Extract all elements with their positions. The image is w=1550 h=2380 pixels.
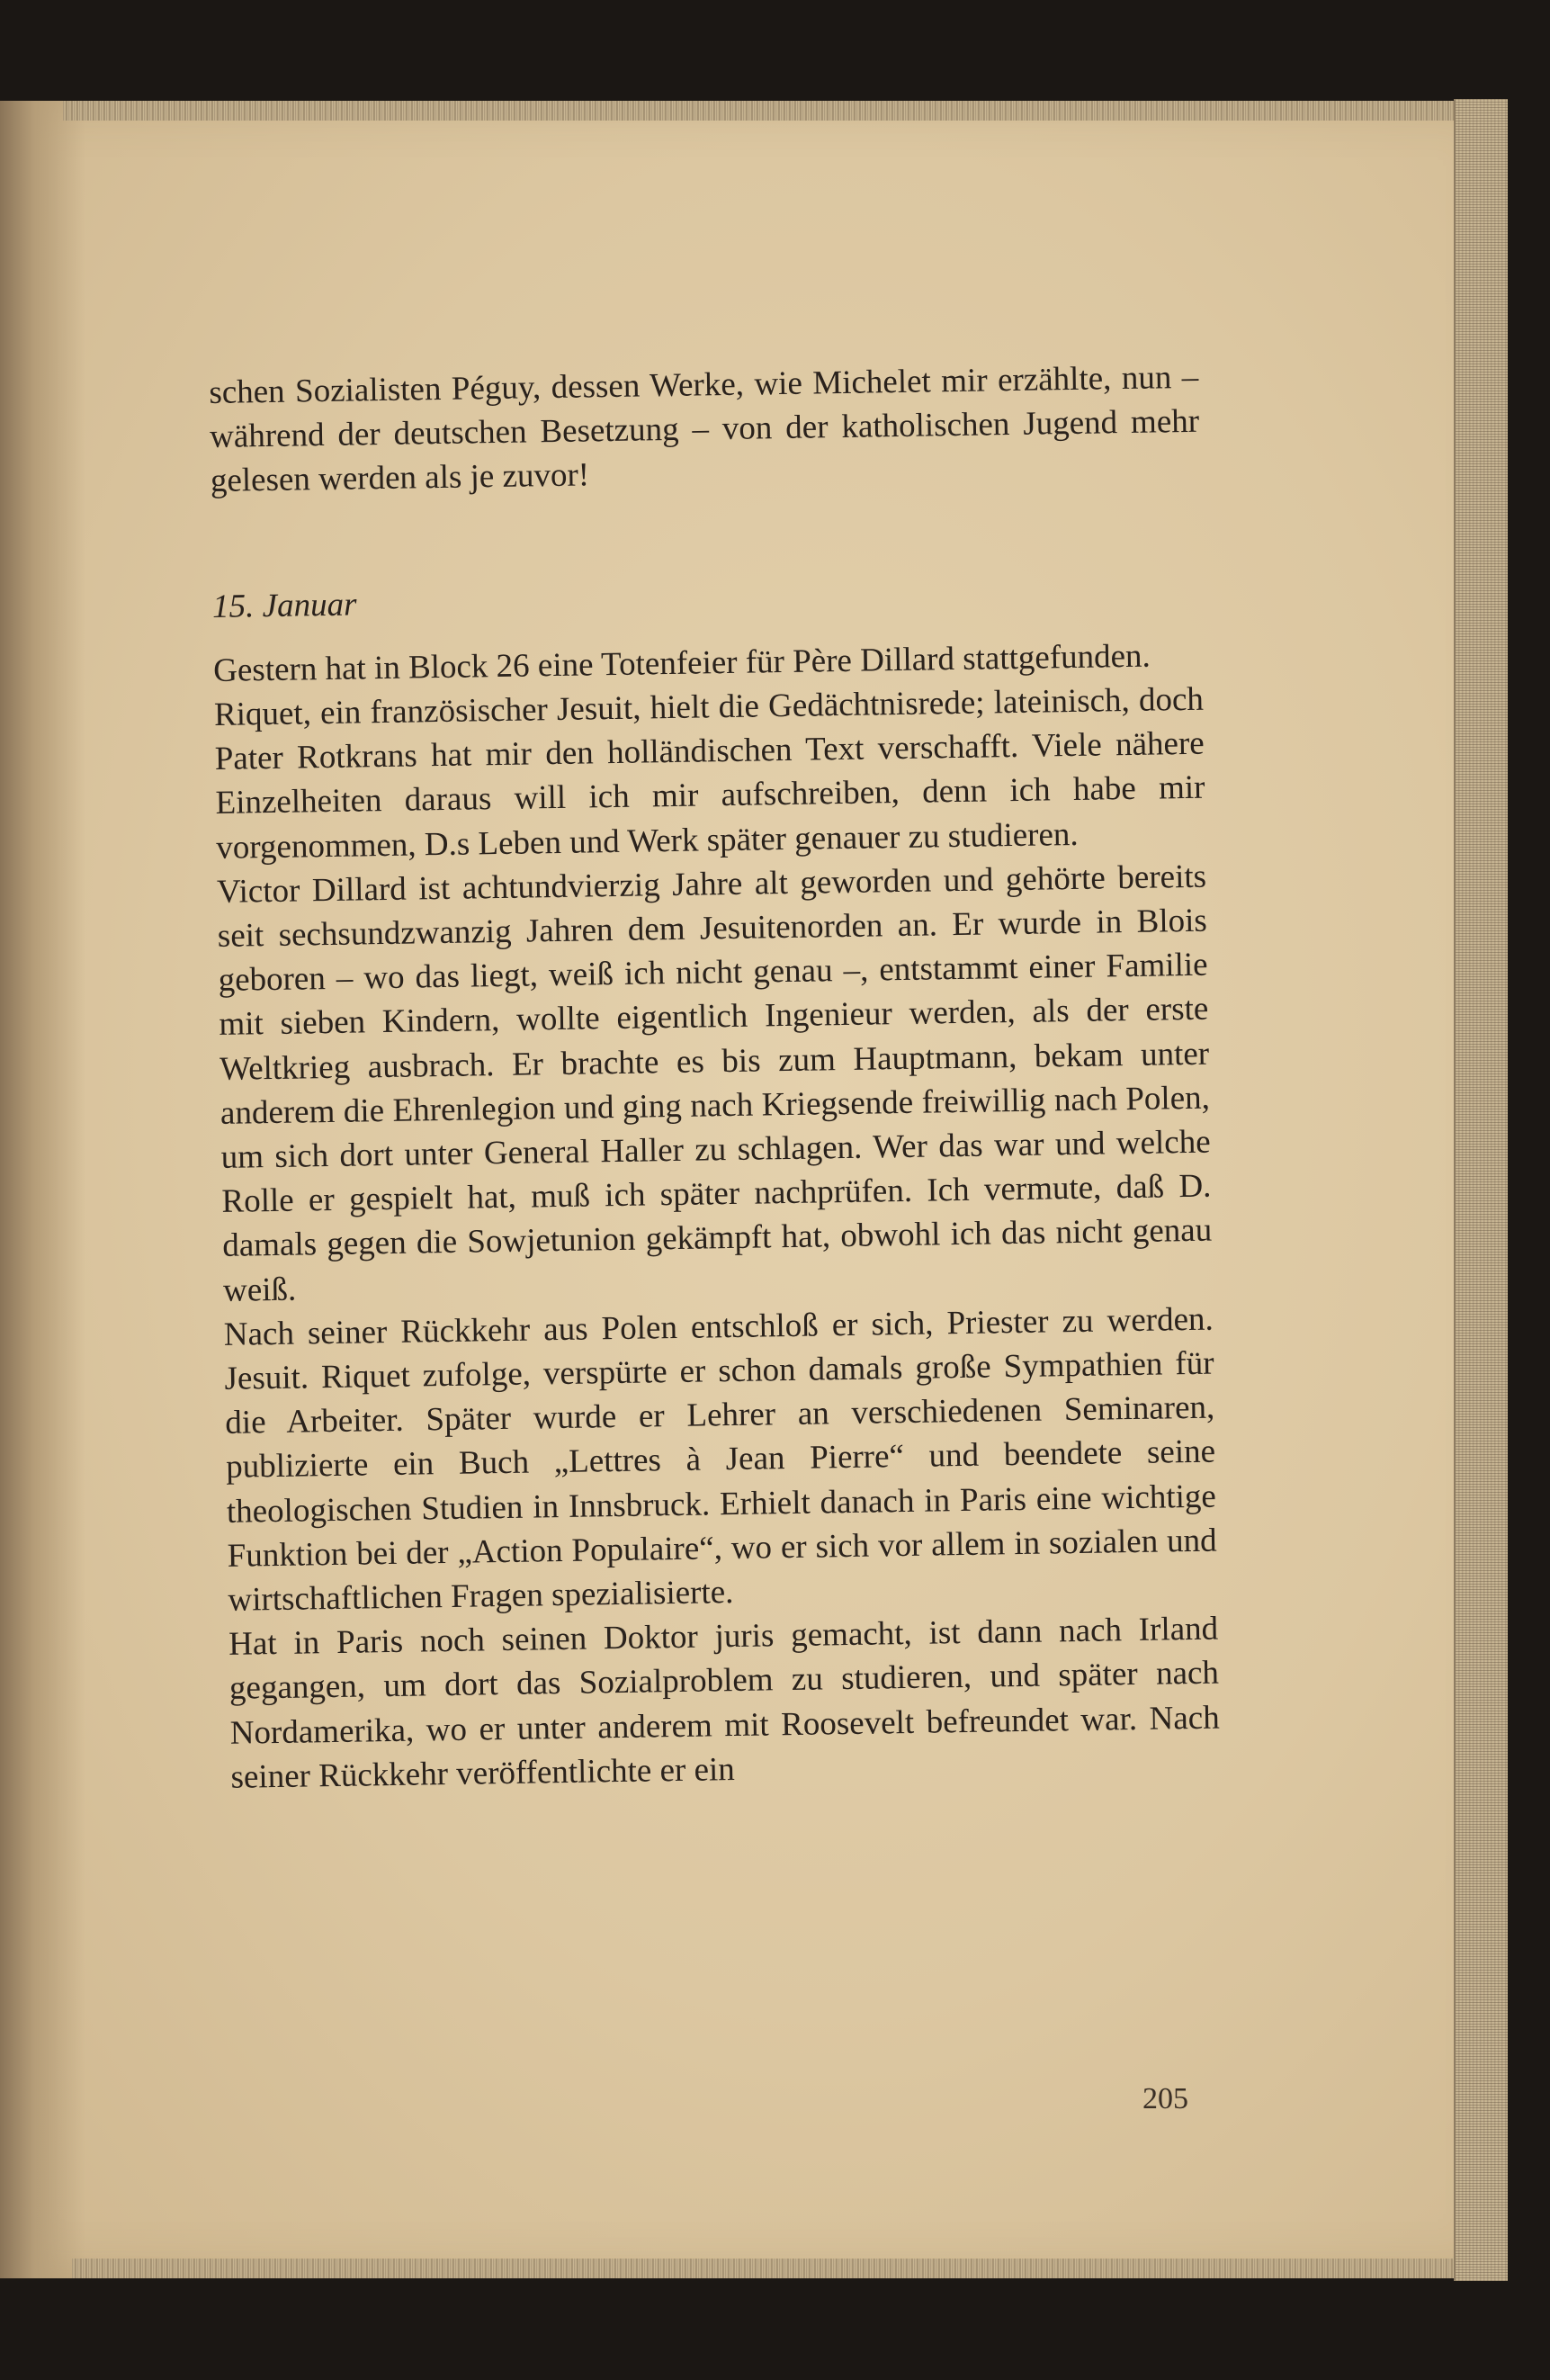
body-paragraph-2: Riquet, ein französischer Jesuit, hielt die Gedächtnisrede; lateinisch, doch Pater Rotkrans hat mir den holländischen Text verschafft. Viele nähere Einzelheiten daraus will ich mir aufschreiben, denn ich habe mir vorgenommen, D.s Leben und Werk später genauer zu studieren. xyxy=(213,680,1205,867)
body-paragraph-1: Gestern hat in Block 26 eine Totenfeier für Père Dillard stattgefunden. xyxy=(212,637,1151,689)
page-text-block xyxy=(209,355,1221,1800)
body-paragraph-4: Nach seiner Rückkehr aus Polen entschloß er sich, Priester zu werden. Jesuit. Riquet zufolge, verspürte er schon damals große Sympathien für die Arbeiter. Später wurde er Lehrer an verschiedenen Seminaren, publizierte ein Buch „Lettres à Jean Pierre“ und beendete seine theologischen Studien in Innsbruck. Erhielt danach in Paris eine wichtige Funktion bei der „Action Populaire“, wo er sich vor allem in sozialen und wirtschaftlichen Fragen spezialisierte. xyxy=(223,1300,1217,1619)
body-paragraph-5: Hat in Paris noch seinen Doktor juris gemacht, ist dann nach Irland gegangen, um dort das Sozialproblem zu studieren, und später nach Nordamerika, wo er unter anderem mit Roosevelt befreundet war. Nach seiner Rückkehr veröffentlichte er ein xyxy=(228,1610,1220,1796)
diary-date-heading: 15. Januar xyxy=(211,586,357,625)
page-bottom-edge xyxy=(72,2259,1502,2278)
page-number: 205 xyxy=(1142,2082,1188,2115)
book-page xyxy=(0,101,1502,2278)
body-paragraph-3: Victor Dillard ist achtundvierzig Jahre alt geworden und gehörte bereits seit sechsundzwanzig Jahren dem Jesuitenorden an. Er wurde in Blois geboren – wo das liegt, weiß ich nicht genau –, entstammt einer Familie mit sieben Kindern, wollte eigentlich Ingenieur werden, als der erste Weltkrieg ausbrach. Er brachte es bis zum Hauptmann, bekam unter anderem die Ehrenlegion und ging nach Kriegsende freiwillig nach Polen, um sich dort unter General Haller zu schlagen. Wer das war und welche Rolle er gespielt hat, muß ich später nachprüfen. Ich vermute, daß D. damals gegen die Sowjetunion gekämpft hat, obwohl ich das nicht genau weiß. xyxy=(216,858,1213,1309)
page-top-edge xyxy=(63,101,1502,121)
binding-shadow xyxy=(0,101,85,2278)
book-cover-edge xyxy=(1454,99,1508,2281)
intro-paragraph: schen Sozialisten Péguy, dessen Werke, wie Michelet mir erzählte, nun – während der deutschen Besetzung – von der katholischen Jugend mehr gelesen werden als je zuvor! xyxy=(209,358,1200,500)
